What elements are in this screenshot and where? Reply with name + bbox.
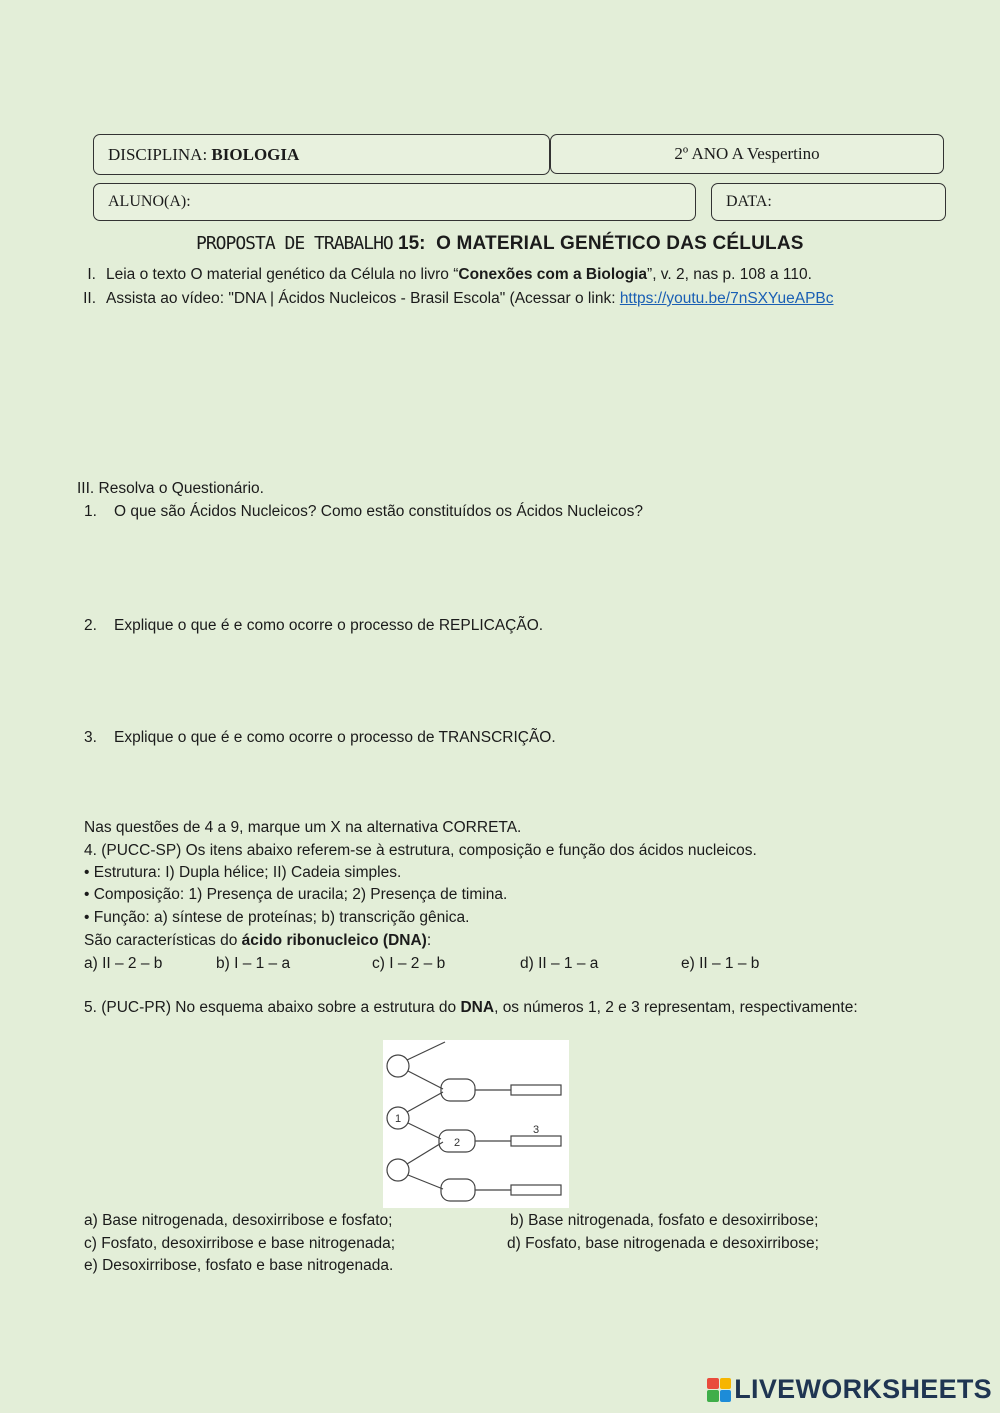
liveworksheets-logo-icon: [707, 1378, 731, 1402]
discipline-value: BIOLOGIA: [211, 144, 300, 164]
title-number: 15:: [392, 233, 437, 254]
diagram-label-2: 2: [453, 1137, 461, 1149]
instruction-i: I. Leia o texto O material genético da Célula no livro “Conexões com a Biologia”, v. 2, nas p. 108 a 110.: [87, 266, 812, 283]
dna-structure-diagram: [383, 1040, 569, 1208]
q4-option-b[interactable]: b) I – 1 – a: [216, 955, 291, 972]
title-prefix: PROPOSTA DE TRABALHO: [196, 233, 393, 254]
logo-tile-3: [707, 1390, 719, 1402]
instruction-iii: III. Resolva o Questionário.: [77, 480, 264, 497]
q4-function: • Função: a) síntese de proteínas; b) transcrição gênica.: [84, 909, 470, 926]
title-main: O MATERIAL GENÉTICO DAS CÉLULAS: [436, 233, 804, 254]
q4-composition: • Composição: 1) Presença de uracila; 2) Presença de timina.: [84, 886, 508, 903]
diagram-label-1: 1: [394, 1113, 402, 1125]
q4-intro: Nas questões de 4 a 9, marque um X na alternativa CORRETA.: [84, 819, 522, 836]
instruction-ii: II. Assista ao vídeo: "DNA | Ácidos Nucleicos - Brasil Escola" (Acessar o link: https://youtu.be/7nSXYueAPBc: [83, 290, 834, 307]
q4-structure: • Estrutura: I) Dupla hélice; II) Cadeia simples.: [84, 864, 402, 881]
liveworksheets-logo[interactable]: [707, 1374, 992, 1405]
q4-stem: 4. (PUCC-SP) Os itens abaixo referem-se à estrutura, composição e função dos ácidos nucleicos.: [84, 842, 757, 859]
date-label: DATA:: [726, 193, 772, 210]
q4-option-a[interactable]: a) II – 2 – b: [84, 955, 163, 972]
dna-diagram-svg: [383, 1040, 569, 1208]
q4-option-c[interactable]: c) I – 2 – b: [372, 955, 446, 972]
student-name-field[interactable]: [93, 183, 696, 221]
q4-option-e[interactable]: e) II – 1 – b: [681, 955, 760, 972]
diagram-label-3: 3: [532, 1124, 540, 1136]
class-box: [550, 134, 944, 174]
logo-tile-4: [720, 1390, 732, 1402]
q5-option-e[interactable]: e) Desoxirribose, fosfato e base nitrogenada.: [84, 1257, 394, 1274]
brand-name: LIVEWORKSHEETS: [734, 1374, 992, 1404]
q4-ask: São características do ácido ribonucleico (DNA):: [84, 932, 432, 949]
logo-tile-2: [720, 1378, 732, 1390]
logo-tile-1: [707, 1378, 719, 1390]
question-3: 3. Explique o que é e como ocorre o processo de TRANSCRIÇÃO.: [84, 729, 556, 746]
discipline-label: DISCIPLINA:: [108, 144, 212, 164]
question-2: 2. Explique o que é e como ocorre o processo de REPLICAÇÃO.: [84, 617, 544, 634]
q5-option-b[interactable]: b) Base nitrogenada, fosfato e desoxirribose;: [510, 1212, 819, 1229]
q5-option-d[interactable]: d) Fosfato, base nitrogenada e desoxirribose;: [507, 1235, 819, 1252]
q5-option-c[interactable]: c) Fosfato, desoxirribose e base nitrogenada;: [84, 1235, 396, 1252]
q5-stem: 5. (PUC-PR) No esquema abaixo sobre a estrutura do DNA, os números 1, 2 e 3 representam, respectivamente:: [84, 999, 858, 1016]
student-label: ALUNO(A):: [108, 193, 191, 210]
q5-option-a[interactable]: a) Base nitrogenada, desoxirribose e fosfato;: [84, 1212, 393, 1229]
date-field[interactable]: [711, 183, 946, 221]
video-link[interactable]: https://youtu.be/7nSXYueAPBc: [619, 290, 834, 307]
page-title: [196, 233, 804, 255]
class-label: 2º ANO A Vespertino: [674, 144, 820, 163]
q4-option-d[interactable]: d) II – 1 – a: [520, 955, 599, 972]
question-1: 1. O que são Ácidos Nucleicos? Como estão constituídos os Ácidos Nucleicos?: [84, 503, 643, 520]
discipline-box: [93, 134, 550, 175]
